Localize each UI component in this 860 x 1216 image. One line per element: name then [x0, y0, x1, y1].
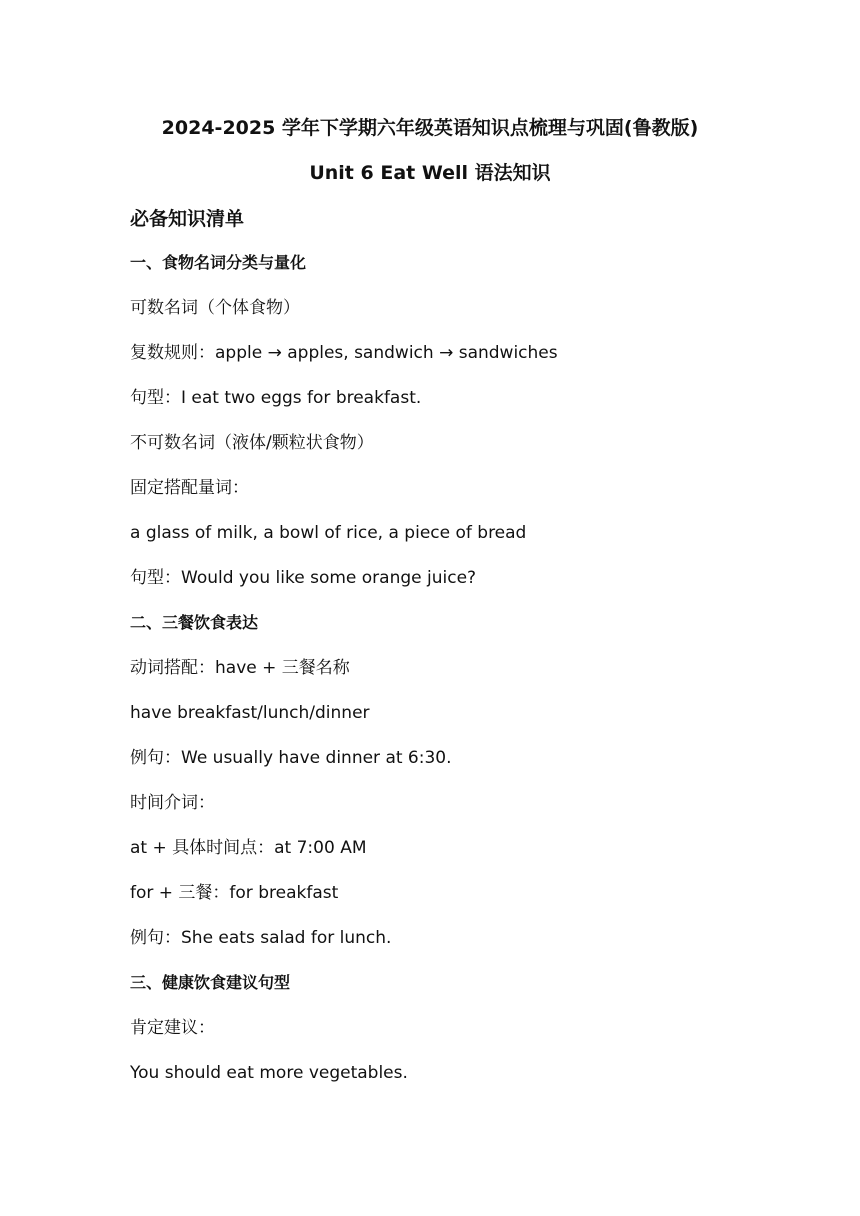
preposition-label: 时间介词：: [130, 793, 215, 813]
positive-label: 肯定建议：: [130, 1018, 215, 1038]
pattern-2: 句型：Would you like some orange juice?: [130, 568, 477, 588]
document-subtitle: Unit 6 Eat Well 语法知识: [309, 162, 551, 184]
countable-label: 可数名词（个体食物）: [130, 298, 300, 318]
plural-rule: 复数规则：apple → apples, sandwich → sandwiches: [130, 343, 558, 363]
example-1: 例句：We usually have dinner at 6:30.: [130, 748, 452, 768]
preposition-at: at + 具体时间点：at 7:00 AM: [130, 838, 367, 858]
part3-heading: 三、健康饮食建议句型: [130, 973, 291, 992]
section-heading: 必备知识清单: [130, 208, 245, 230]
pattern-1: 句型：I eat two eggs for breakfast.: [130, 388, 422, 408]
meals-phrase: have breakfast/lunch/dinner: [130, 703, 370, 723]
measure-examples: a glass of milk, a bowl of rice, a piece of bread: [130, 523, 527, 543]
positive-example: You should eat more vegetables.: [130, 1063, 408, 1083]
verb-collocation: 动词搭配：have + 三餐名称: [130, 658, 350, 678]
part1-heading: 一、食物名词分类与量化: [130, 253, 307, 272]
document-title: 2024-2025 学年下学期六年级英语知识点梳理与巩固(鲁教版): [161, 117, 699, 139]
uncountable-label: 不可数名词（液体/颗粒状食物）: [130, 433, 374, 453]
measure-label: 固定搭配量词：: [130, 478, 249, 498]
preposition-for: for + 三餐：for breakfast: [130, 883, 339, 903]
example-2: 例句：She eats salad for lunch.: [130, 928, 392, 948]
part2-heading: 二、三餐饮食表达: [130, 613, 259, 632]
